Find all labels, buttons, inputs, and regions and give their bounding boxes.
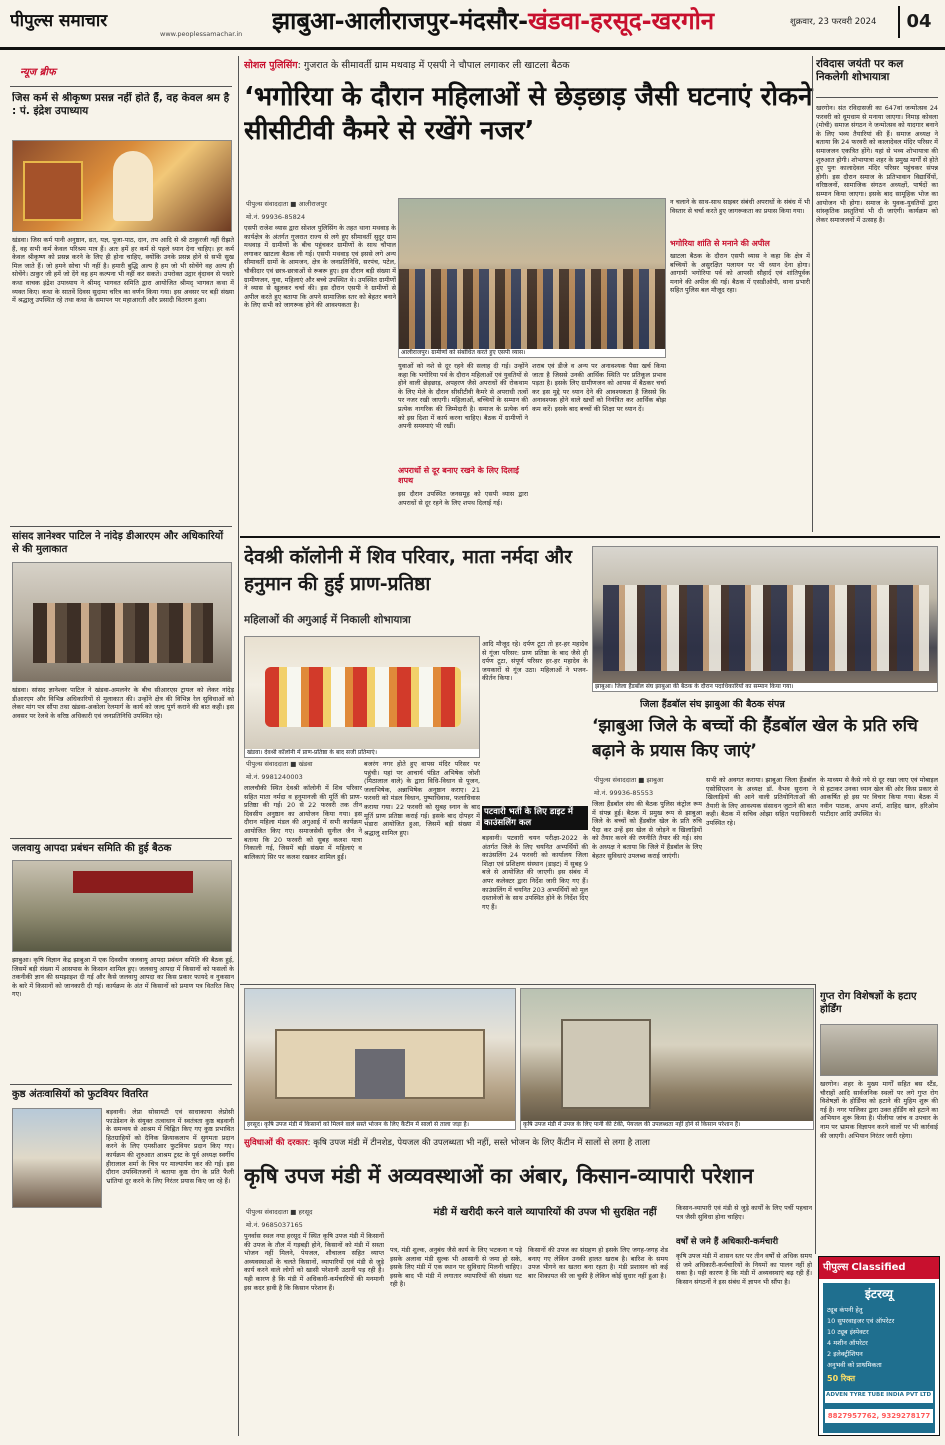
handball-body1: जिला हैंडबॉल संघ की बैठक पुलिस कंट्रोल रूम में संपन्न हुई। बैठक में प्रमुख रूप से झाबुआ जिले के बच्चों को हैंडबॉल खेल के प्रति रुचि पैदा कर उन्हें इस खेल से जोड़ने व खिलाड़ियों को तैयार करने की रणनीति तैयार की गई। संघ के अध्यक्ष ने बताया कि जिले में हैंडबॉल के लिए बेहतर सुविधाएं उपलब्ध कराई जाएंगी। xyxy=(592,800,702,860)
brief3-photo xyxy=(12,860,232,952)
mid-rule xyxy=(240,984,815,985)
mandi-byline: पीपुल्स संवाददाता ■ हरसूद xyxy=(246,1208,313,1216)
lead-col4b: खाटला बैठक के दौरान एसपी व्यास ने कहा कि क्षेत्र में बच्चियों के असुरक्षित पलायन पर भी ध्यान देना होगा। आगामी भगोरिया पर्व को आपसी सौहार्द एवं शांतिपूर्वक मनाने की अपील की गई। बैठक में एसडीओपी, थाना प्रभारी सहित पुलिस बल मौजूद रहा। xyxy=(670,252,810,295)
brief-rule-2 xyxy=(10,526,232,527)
brief-rule-3 xyxy=(10,838,232,839)
classified-box[interactable] xyxy=(818,1256,940,1436)
edition-title-black: झाबुआ-आलीराजपुर-मंदसौर- xyxy=(272,7,529,35)
mandi-kicker xyxy=(244,1136,814,1152)
lead-kicker-text: : गुजरात के सीमावर्ती ग्राम मथवाड़ में एसपी ने चौपाल लगाकर ली खाटला बैठक xyxy=(297,60,570,71)
temple-headline: देवश्री कॉलोनी में शिव परिवार, माता नर्मदा और हनुमान की हुई प्राण-प्रतिष्ठा xyxy=(244,546,572,595)
masthead xyxy=(0,0,945,50)
mandi-kicker-text: : कृषि उपज मंडी में टीनशेड, पेयजल की उपलब्धता भी नहीं, सस्ते भोजन के लिए कैंटीन में सालों से लगा है ताला xyxy=(307,1138,650,1148)
classified-salary: 50 रिक्त xyxy=(827,1374,856,1383)
brief3-headline: जलवायु आपदा प्रबंधन समिति की हुई बैठक xyxy=(12,843,172,854)
team-row xyxy=(603,585,929,671)
lead-headline: ‘भगोरिया के दौरान महिलाओं से छेड़छाड़ जैसी घटनाएं रोकने सीसीटीवी कैमरे से रखेंगे नजर’ xyxy=(244,82,813,146)
classified-line-3: 10 ट्यूब इंस्पेक्टर xyxy=(827,1328,869,1336)
classified-ad-title: इंटरव्यू xyxy=(865,1287,893,1301)
temple-mobile: मो.नं. 9981240003 xyxy=(246,773,303,781)
brief3-body: झाबुआ। कृषि विज्ञान केंद्र झाबुआ में एक दिवसीय जलवायु आपदा प्रबंधन समिति की बैठक हुई, जिसमें बड़ी संख्या में आसपास के किसान शामिल हुए। जलवायु आपदा में किसानों को फसलों के तकनीकी ज्ञान की समझाइश दी गई और कैसे जलवायु आपदा का किस प्रकार फायदे व नुकसान के बारे में किसानों को जानकारी दी गई। कार्यक्रम के अंत में किसानों को प्रमाण पत्र वितरित किए गए। xyxy=(12,956,234,999)
brief4-body: बड़वानी। लेप्रा सोसायटी एवं साधाकाया लेप्रोसी फाउंडेशन के संयुक्त तत्वाधान में स्वतंत्रता कुष्ठ बड़वानी के समन्वय से आश्रम में चिह्नित किए गए कुष्ठ प्रभावित हितग्राहियों को दैनिक क्रियाकलाप में सुगमता प्रदान करने के लिए एमसीआर फुटवियर प्रदान किए गए। कार्यक्रम की शुरुआत आश्रम ट्रस्ट के पूर्व अध्यक्ष स्वर्गीय हीरालाल शर्मा के चित्र पर माल्यार्पण कर की गई। इस दौरान उपस्थितजनों ने बताया कुष्ठ रोग के प्रति फैली भ्रांतियां दूर करने के लिए निरंतर प्रयास किए जा रहे हैं। xyxy=(106,1108,234,1185)
handball-body2: सभी को अवगत कराया। झाबुआ जिला हैंडबॉल एसोसिएशन के अध्यक्ष डॉ. वैभव सुराना ने खिलाड़ियों की आने वाली प्रतियोगिताओं की तैयारी के लिए आवश्यक संसाधन जुटाने की बात कही। बैठक में सचिव ओझा सहित पदाधिकारी उपस्थित रहे। xyxy=(706,776,816,827)
lead-photo-caption: आलीराजपुर। ग्रामीणों को संबोधित करते हुए एसपी व्यास। xyxy=(399,349,666,357)
mandi-body1: पुनर्वास स्थल नया हरसूद में स्थित कृषि उपज मंडी में किसानों की उपज के तौल में गड़बड़ी होने, किसानों को मंडी में सस्ता भोजन नहीं मिलने, पेयजल, शौचालय सहित व्याप्त अव्यवस्थाओं के चलते किसानों, व्यापारियों एवं मंडी से जुड़े कार्य करने वाले लोगों को खासी परेशानी उठानी पड़ रही है। यही कारण है कि मंडी में अधिकारी-कर्मचारियों की मनमानी इस कदर हावी है कि किसान परेशान हैं। xyxy=(244,1232,384,1292)
shrine-panel xyxy=(23,161,83,221)
temple-byline: पीपुल्स संवाददाता ■ खंडवा xyxy=(246,760,313,768)
brief2-body: खंडवा। सांसद ज्ञानेश्वर पाटिल ने खंडवा-अमलनेर के बीच सीआरएस ट्रायल को लेकर नांदेड़ डीआरएम और विभिन्न अधिकारियों से मुलाकात की। उन्होंने क्षेत्र की विभिन्न रेल सुविधाओं को लेकर मांग पत्र सौंपा तथा खंडवा-अकोला रेलमार्ग के कार्य को जल्द पूर्ण कराने की बात कही। इस अवसर पर रेलवे के वरिष्ठ अधिकारी एवं जनप्रतिनिधि उपस्थित रहे। xyxy=(12,686,234,720)
classified-suffix: Classified xyxy=(851,1262,906,1273)
patwari-body: बड़वानी। पटवारी चयन परीक्षा-2022 के अंतर्गत जिले के लिए चयनित अभ्यर्थियों की काउंसलिंग 24 फरवरी को कार्यालय जिला शिक्षा एवं प्रशिक्षण संस्थान (डाइट) में सुबह 9 बजे से आयोजित की जाएगी। इस संबंध में अपर कलेक्टर द्वारा निर्देश जारी किए गए हैं। काउंसलिंग में चयनित 203 अभ्यर्थियों को मूल दस्तावेजों के साथ उपस्थित होने के निर्देश दिए गए हैं। xyxy=(482,834,588,911)
edition-title-red: खंडवा-हरसूद-खरगोन xyxy=(528,7,715,35)
mandi-headline: कृषि उपज मंडी में अव्यवस्थाओं का अंबार, किसान-व्यापारी परेशान xyxy=(244,1164,754,1188)
lead-col2b: इस दौरान उपस्थित जनसमूह को एसपी व्यास द्वारा अपराधों से दूर रहने के लिए शपथ दिलाई गई। xyxy=(398,490,528,507)
lead-kicker-label: सोशल पुलिसिंग xyxy=(244,60,298,71)
crowd xyxy=(399,269,666,358)
classified-line-6: अनुभवी को प्राथमिकता xyxy=(827,1361,882,1369)
classified-line-1: ट्यूब कंपनी हेतु xyxy=(827,1306,863,1314)
mandi-mobile: मो.नं. 9685037165 xyxy=(246,1221,303,1229)
temple-subhead: महिलाओं की अगुआई में निकाली शोभायात्रा xyxy=(244,614,411,626)
mandi-sub2: वर्षों से जमे हैं अधिकारी-कर्मचारी xyxy=(676,1237,779,1247)
lead-photo xyxy=(398,198,666,358)
speaker-figure xyxy=(113,151,153,221)
brief4-headline: कुष्ठ अंतःवासियों को फुटवियर वितरित xyxy=(12,1089,149,1100)
brief1-headline: जिस कर्म से श्रीकृष्ण प्रसन्न नहीं होते हैं, वह केवल श्रम है : पं. इंद्रेश उपाध्याय xyxy=(12,92,230,117)
gupt-body: खरगोन। शहर के मुख्य मार्गों सहित बस स्टैंड, चौराहों आदि सार्वजनिक स्थलों पर लगे गुप्त रोग विशेषज्ञों के होर्डिंग्स को हटाने की मुहिम शुरू की गई है। नगर पालिका द्वारा उक्त होर्डिंग को हटाने का अभियान शुरू किया है। पीलीया जांच व उपचार के नाम पर भ्रामक विज्ञापन करने वालों पर भी कार्रवाई की जाएगी। अभियान निरंतर जारी रहेगा। xyxy=(820,1080,938,1140)
brief-rule-4 xyxy=(10,1084,232,1085)
news-brief-label: न्यूज ब्रीफ xyxy=(20,67,56,78)
brief4-photo xyxy=(12,1108,102,1208)
classified-header xyxy=(819,1257,939,1279)
ravidas-headline: रविदास जयंती पर कल निकलेगी शोभायात्रा xyxy=(816,58,938,98)
lead-sub2: भगोरिया शांति से मनाने की अपील xyxy=(670,239,770,248)
ravidas-body: खरगोन। संत रविदासजी का 647वां जन्मोत्सव 24 फरवरी को धूमधाम से मनाया जाएगा। निमाड़ कोवला (मोची) समाज संगठन ने जन्मोत्सव को यादगार बनाने के लिए भव्य तैयारियां की हैं। समाज अध्यक्ष ने बताया कि 24 फरवरी को कालादेवल मंदिर परिसर में समाजजन एकत्रित होंगे। यहां से भव्य शोभायात्रा की शुरुआत होगी। शोभायात्रा शहर के प्रमुख मार्गों से होते हुए पुनः कालादेवल मंदिर परिसर पहुंचकर संपन्न होगी। इस दौरान समाज के प्रतिभावान विद्यार्थियों, वरिष्ठजनों, सामाजिक संगठन अध्यक्षों, पार्षदों का सम्मान किया जाएगा। इसके बाद सामूहिक भोज का आयोजन भी होगा। समाज के युवक-युवतियों द्वारा सांस्कृतिक प्रस्तुतियां भी दी जाएंगी। कार्यक्रम को लेकर समाजजनों में उत्साह है। xyxy=(816,104,938,224)
classified-brand: पीपुल्स xyxy=(823,1262,849,1273)
lead-col4: न चलाने के साथ-साथ साइबर संबंधी अपराधों के संबंध में भी विस्तार से चर्चा करते हुए जागरूकता का प्रयास किया गया। xyxy=(670,198,810,215)
paper-logo: पीपुल्स समाचार xyxy=(10,11,108,31)
temple-photo xyxy=(244,636,480,758)
mandi-body4: किसान-व्यापारी एवं मंडी से जुड़े कार्यों के लिए पर्ची पहचान पत्र जैसी सुविधा होना चाहिए। xyxy=(676,1204,812,1221)
lead-byline: पीपुल्स संवाददाता ■ आलीराजपुर xyxy=(246,200,327,208)
gupt-headline: गुप्त रोग विशेषज्ञों के हटाए होर्डिंग xyxy=(820,991,917,1015)
handball-body3: के माध्यम से कैसे नये से दूर रखा जाए एवं मोबाइल से हटाकर उनका ध्यान खेल की ओर किस प्रकार से आकर्षित हो इस पर विचार किया गया। बैठक में नवीन पाठक, अभय शर्मा, शाहिद खान, हरिओम पाटीदार आदि उपस्थित थे। xyxy=(820,776,938,819)
website-link[interactable]: www.peoplessamachar.in xyxy=(160,30,243,38)
canteen-door xyxy=(355,1049,405,1099)
right-column-divider xyxy=(812,56,813,532)
classified-line-2: 10 सुपरवाइजर एवं ऑपरेटर xyxy=(827,1317,895,1325)
water-tank xyxy=(561,1019,651,1109)
handball-byline: पीपुल्स संवाददाता ■ झाबुआ xyxy=(594,776,664,784)
gupt-photo xyxy=(820,1024,938,1076)
handball-photo xyxy=(592,546,938,692)
classified-phone[interactable]: 8827957762, 9329278177 xyxy=(825,1409,933,1423)
group-people xyxy=(33,603,213,663)
mandi-body2: पत्र, मंडी शुल्क, अनुबंध जैसे कार्य के लिए भटकना न पड़े इसके अलावा मंडी सुल्क भी आसानी से जमा हो सके, इसके लिए मंडी में एक स्थान पर सुविधाएं मिलनी चाहिए। इसके बाद भी मंडी में लगातार व्यापारियों की संख्या घट रही है। xyxy=(390,1246,522,1289)
edition-title xyxy=(272,4,792,38)
mandi-body5: कृषि उपज मंडी में शासन स्तर पर तीन वर्षों से अधिक समय से जमे अधिकारी-कर्मचारियों के नियमों का पालन नहीं हो सका है। यही कारण है कि मंडी में अव्यवस्थाएं बढ़ रही हैं। किसान संगठनों ने इस संबंध में ज्ञापन भी सौंपा है। xyxy=(676,1252,812,1286)
page-number: 04 xyxy=(898,6,938,38)
lead-col3: शराब एवं डीजे व अन्य पर अनावश्यक पैसा खर्च किया जाता है जिससे उनकी आर्थिक स्थिति पर प्रतिकूल प्रभाव पड़ता है। इसके लिए ग्रामीणजन को आपस में बैठकर चर्चा कर इस मुद्दे पर ध्यान देने की आवश्यकता है जिससे कि अनावश्यक होने वाले खर्चों को नियंत्रित कर आर्थिक बोझ कम करें। इसके बाद बच्चों की शिक्षा पर ध्यान दें। xyxy=(532,362,666,413)
classified-ad xyxy=(823,1283,935,1433)
deity-idols xyxy=(265,667,461,727)
lead-col1: एसपी राजेश व्यास द्वारा सोशल पुलिसिंग के तहत थाना मथवाड़ के कार्यक्षेत्र के अंतर्गत गुजरात राज्य से लगे हुए सीमावर्ती सुदूर ग्राम मथवाड़ में ग्रामीणों के बीच पहुंचकर ग्रामीणों के साथ चौपाल लगाकर खाटला बैठक ली गई। एसपी मथवाड़ एवं इससे लगे अन्य सीमावर्ती ग्रामों के आमजन, क्षेत्र के जनप्रतिनिधि, सरपंच, पटेल, चौकीदार एवं छात्र-छात्राओं से रूबरू हुए। इस दौरान बड़ी संख्या में ग्रामीणजन, युवा, महिलाएं और बच्चे उपस्थित थे। उपस्थित ग्रामीणों ने व्यास से खुलकर चर्चा की। इस दौरान एसपी ने ग्रामीणों से अपील करते हुए बताया कि अपने सामाजिक स्तर को बेहतर बनाने के लिए सभी को जागरूक होने की आवश्यकता है। xyxy=(244,224,396,310)
mandi-photo-right xyxy=(520,988,814,1130)
brief2-photo xyxy=(12,562,232,682)
patwari-headline: पटवारी भर्ती के लिए डाइट में काउंसलिंग कल xyxy=(482,806,588,830)
mandi-caption-left: हरसूद। कृषि उपज मंडी में किसानों को मिलने वाले सस्ते भोजन के लिए कैंटीन में सालों से ताला जड़ा है। xyxy=(245,1121,516,1129)
brief1-body: खंडवा। जिस कर्म यानी अनुष्ठान, व्रत, यज्ञ, पूजा-पाठ, दान, तप आदि से श्री ठाकुरजी नहीं रीझते हैं, वह सभी कर्म केवल परिश्रम मात्र हैं। अतः हमें हर कर्म से पहले ध्यान देना चाहिए। हर कर्म केवल श्रीकृष्ण को प्रसन्न करने के लिए ही होना चाहिए, क्योंकि उनके प्रसन्न होने से सभी सुख मिल जाते हैं। जो हमने सोचा भी नहीं है। हमारी बुद्धि अल्प है हम जो भी सोचेंगे वह अल्प ही सोचेंगे। ठाकुर जी हमें जो देंगे वह हम कल्पना भी नहीं कर सकते। उपरोक्त उद्गार वृंदावन से पधारे कथा वाचक इंद्रेश उपाध्याय ने श्रीमद् भागवत समिति द्वारा आयोजित श्रीमद् भागवत कथा में व्यक्त किए। कथा के सातवें दिवस सुदामा चरित्र का वर्णन किया गया। इस अवसर पर बड़ी संख्या में श्रद्धालु उपस्थित रहे तथा कथा के समापन पर महाआरती और प्रसादी वितरण हुआ। xyxy=(12,236,234,305)
temple-body3: आदि मौजूद रहे। दर्पण टूटा तो हर-हर महादेव से गूंजा परिसर: प्राण प्रतिष्ठा के बाद जैसे ही दर्पण टूटा, संपूर्ण परिसर हर-हर महादेव के जयकारों से गूंज उठा। महिलाओं ने भजन-कीर्तन किया। xyxy=(482,640,588,683)
brief-rule xyxy=(10,86,232,87)
mandi-caption-right: कृषि उपज मंडी में उपज के लिए पानी की टंकी, पेयजल की उपलब्धता नहीं होने से किसान परेशान हैं। xyxy=(521,1121,814,1129)
classified-company: ADVEN TYRE TUBE INDIA PVT LTD xyxy=(825,1391,933,1403)
handball-mobile: मो.नं. 99936-85553 xyxy=(594,789,654,797)
handball-headline: ‘झाबुआ जिले के बच्चों की हैंडबॉल खेल के प्रति रुचि बढ़ाने के प्रयास किए जाएं’ xyxy=(592,716,918,761)
mandi-subhead: मंडी में खरीदी करने वाले व्यापारियों की उपज भी सुरक्षित नहीं xyxy=(433,1207,657,1218)
classified-line-5: 2 इलेक्ट्रीशियन xyxy=(827,1350,863,1358)
temple-photo-caption: खंडवा। देवश्री कॉलोनी में प्राण-प्रतिष्ठा के बाद सजी प्रतिमाएं। xyxy=(245,749,480,757)
event-banner xyxy=(73,871,193,893)
lead-col2: युवाओं को नशे से दूर रहने की सलाह दी गई। उन्होंने कहा कि भगोरिया पर्व के दौरान महिलाओं एवं युवतियों से होने वाली छेड़छाड़, अपहरण जैसे अपराधों की रोकथाम के लिए मेले के दौरान सीसीटीवी कैमरे से अपराधी तत्वों पर नजर रखी जाएगी। महिलाओं, बच्चियों के सम्मान की प्रत्येक नागरिक की जिम्मेदारी है। समाज के प्रत्येक वर्ग को इस दिशा में कार्य करना चाहिए। बैठक में ग्रामीणों ने अपनी समस्याएं भी रखीं। xyxy=(398,362,528,431)
lead-mobile: मो.नं. 99936-85824 xyxy=(246,213,306,221)
lead-kicker xyxy=(244,58,824,74)
brief1-photo xyxy=(12,140,232,232)
lead-sub1: अपराधों से दूर बनाए रखने के लिए दिलाई शपथ xyxy=(398,466,519,485)
page-date: शुक्रवार, 23 फरवरी 2024 xyxy=(790,17,877,27)
lead-bottom-rule xyxy=(240,536,940,538)
mandi-photo-left xyxy=(244,988,516,1130)
left-column-divider xyxy=(238,56,239,1436)
mandi-body3: किसानों की उपज का संग्रहण हो इसके लिए जगह-जगह शेड बनाए गए लेकिन उनकी हालत खराब है। बारिश के समय उपज भीगने का खतरा बना रहता है। मंडी प्रशासन को कई बार शिकायत की जा चुकी है लेकिन कोई सुधार नहीं हुआ है। xyxy=(528,1246,668,1280)
temple-body2: बजरंग नगर होते हुए वापस मंदिर परिसर पर पहुंची। यहां पर आचार्य पंडित अभिषेक जोशी (मिठालाल वाले) के द्वारा विधि-विधान से पूजन, जलाभिषेक, अन्नाभिषेक अनुष्ठान कराए। 21 फरवरी को मंडल विधान, पुष्पाधिवास, फलाधिवास कराया गया। 22 फरवरी को सुबह स्नान के बाद मूर्ति प्राण प्रतिष्ठा कराई गई। इसके बाद दोपहर में भंडारा आयोजित हुआ, जिसमें बड़ी संख्या में श्रद्धालु शामिल हुए। xyxy=(364,760,480,837)
mandi-kicker-label: सुविधाओं की दरकार xyxy=(244,1138,308,1148)
temple-body1: लालचौकी स्थित देवश्री कॉलोनी में शिव परिवार सहित माता नर्मदा व हनुमानजी की मूर्ति की प्राण-प्रतिष्ठा की गई। 20 से 22 फरवरी तक तीन दिवसीय अनुष्ठान का आयोजन किया गया। इस दौरान महिला मंडल की अगुआई में सभी कार्यक्रम आयोजित किए गए। समाजसेवी सुनील जैन ने बताया कि 20 फरवरी को सुबह कलश यात्रा निकाली गई, जिसमें बड़ी संख्या में महिलाएं व बालिकाएं सिर पर कलश रखकर शामिल हुईं। xyxy=(244,784,362,861)
handball-photo-caption: झाबुआ। जिला हैंडबॉल संघ झाबुआ की बैठक के दौरान पदाधिकारियों का सम्मान किया गया। xyxy=(593,683,938,691)
gupt-divider xyxy=(815,984,816,1254)
brief2-headline: सांसद ज्ञानेश्वर पाटिल ने नांदेड़ डीआरएम और अधिकारियों से की मुलाकात xyxy=(12,531,224,555)
handball-kicker: जिला हैंडबॉल संघ झाबुआ की बैठक संपन्न xyxy=(640,699,785,710)
classified-line-4: 4 मशीन ऑपरेटर xyxy=(827,1339,868,1347)
